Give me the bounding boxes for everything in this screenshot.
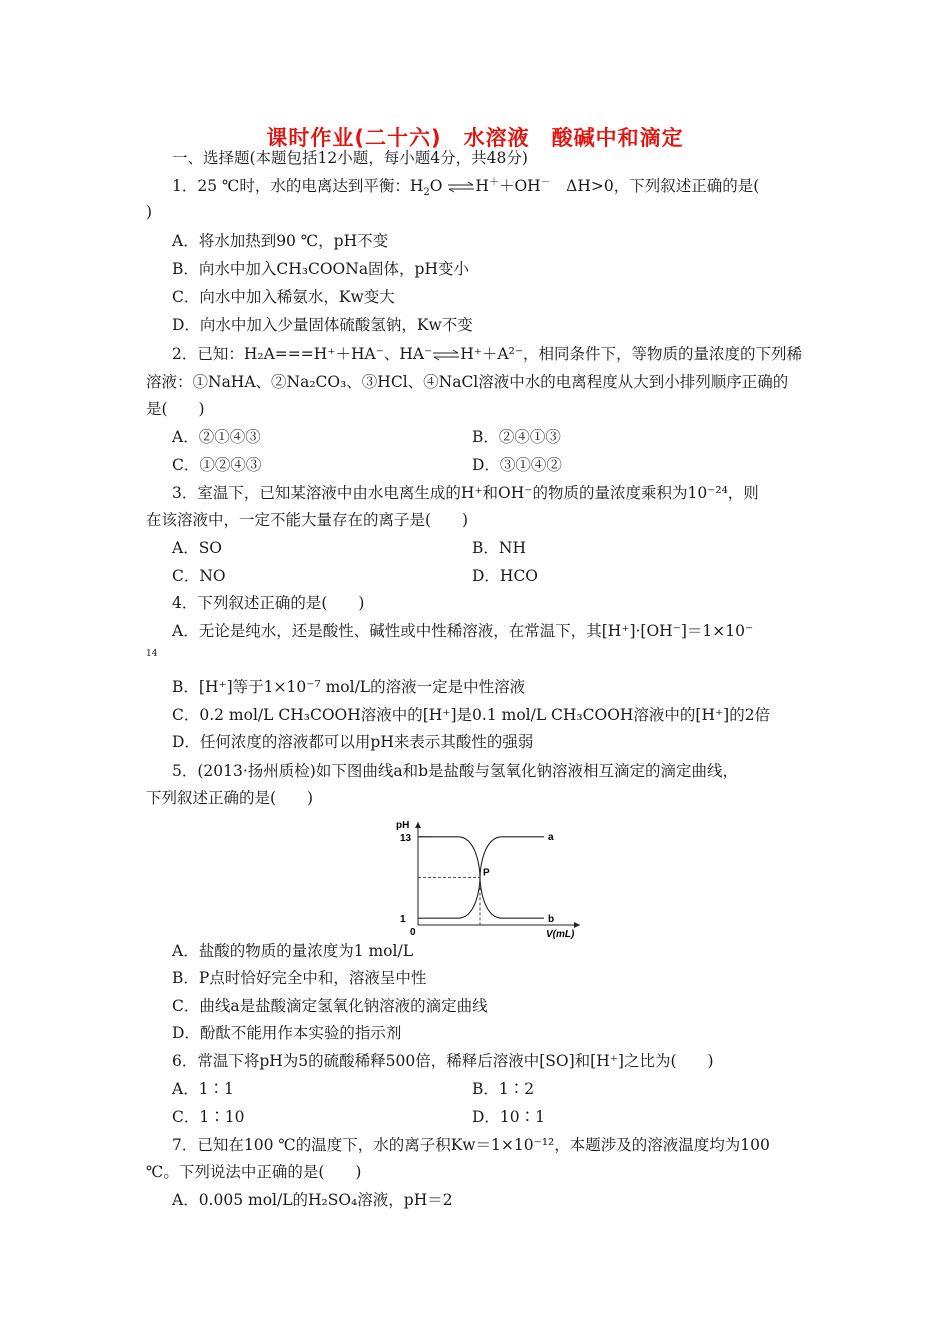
q1-stem: 1．25 ℃时，水的电离达到平衡：$H_2O$ H＋＋OH－ ΔH>0，下列叙述正确的是( xyxy=(172,176,760,199)
page-title: 课时作业(二十六) 水溶液 酸碱中和滴定 xyxy=(266,126,684,150)
y-axis-label: pH xyxy=(396,820,410,831)
q1-option-a: A．将水加热到90 ℃，pH不变 xyxy=(172,232,389,250)
section-heading: 一、选择题(本题包括12小题，每小题4分，共48分) xyxy=(172,149,528,167)
titration-curve-chart xyxy=(390,812,590,942)
q5-stem-line1: 5．(2013·扬州质检)如下图曲线a和b是盐酸与氢氧化钠溶液相互滴定的滴定曲线， xyxy=(172,762,738,780)
y-tick-label: 1 xyxy=(400,914,406,926)
y-tick-label: 0 xyxy=(410,927,416,938)
q5-option-a: A．盐酸的物质的量浓度为1 mol/L xyxy=(172,942,413,960)
q4-option-c: C．0.2 mol/L CH₃COOH溶液中的[H⁺]是0.1 mol/L CH₃COOH溶液中的[H⁺]的2倍 xyxy=(172,706,771,724)
q1-stem-tail: ) xyxy=(146,203,153,221)
x-axis-label: V(mL) xyxy=(546,929,575,940)
q7-stem-line2: ℃。下列说法中正确的是( ) xyxy=(146,1163,362,1181)
q6-option-d: D．10∶1 xyxy=(472,1108,546,1126)
q5-option-b: B．P点时恰好完全中和，溶液呈中性 xyxy=(172,969,427,987)
q7-option-a: A．0.005 mol/L的H₂SO₄溶液，pH＝2 xyxy=(172,1191,453,1209)
q2-option-d: D．③①④② xyxy=(472,456,562,474)
q1-option-b: B．向水中加入CH₃COONa固体，pH变小 xyxy=(172,260,469,278)
q6-option-c: C．1∶10 xyxy=(172,1108,245,1126)
q5-option-d: D．酚酞不能用作本实验的指示剂 xyxy=(172,1024,402,1042)
q4-option-b: B．[H⁺]等于1×10⁻⁷ mol/L的溶液一定是中性溶液 xyxy=(172,678,526,696)
y-tick-label: 13 xyxy=(400,832,412,844)
q3-option-d: D．HCO xyxy=(472,567,539,585)
q3-stem-line2: 在该溶液中，一定不能大量存在的离子是( ) xyxy=(146,511,469,529)
y-axis-arrow xyxy=(415,822,421,828)
q2-option-a: A．②①④③ xyxy=(172,428,261,446)
x-axis-arrow xyxy=(574,922,580,928)
q2-stem-line3: 是( ) xyxy=(146,400,205,418)
curve-a xyxy=(418,837,544,878)
q2-stem-line2: 溶液：①NaHA、②Na₂CO₃、③HCl、④NaCl溶液中水的电离程度从大到小排列顺序正确的 xyxy=(146,373,789,391)
q4-option-d: D．任何浓度的溶液都可以用pH来表示其酸性的强弱 xyxy=(172,733,534,751)
curve-a-label: a xyxy=(548,831,554,843)
q1-option-d: D．向水中加入少量固体硫酸氢钠，Kw不变 xyxy=(172,316,473,334)
q3-option-b: B．NH xyxy=(472,539,526,557)
curve-b xyxy=(418,878,544,919)
equilibrium-arrow-icon xyxy=(447,181,475,193)
q6-stem: 6．常温下将pH为5的硫酸稀释500倍，稀释后溶液中[SO]和[H⁺]之比为( ) xyxy=(172,1052,714,1070)
q3-option-a: A．SO xyxy=(172,539,223,557)
q4-option-a: A．无论是纯水，还是酸性、碱性或中性稀溶液，在常温下，其[H⁺]·[OH⁻]＝1×10⁻ xyxy=(172,622,754,640)
q1-option-c: C．向水中加入稀氨水，Kw变大 xyxy=(172,288,395,306)
curve-b-label: b xyxy=(548,914,555,926)
q4-stem: 4．下列叙述正确的是( ) xyxy=(172,594,365,612)
q6-option-a: A．1∶1 xyxy=(172,1080,234,1098)
equilibrium-arrow-icon xyxy=(432,349,460,361)
q5-option-c: C．曲线a是盐酸滴定氢氧化钠溶液的滴定曲线 xyxy=(172,997,488,1015)
q6-option-b: B．1∶2 xyxy=(472,1080,535,1098)
q2-option-c: C．①②④③ xyxy=(172,456,262,474)
point-p-label: P xyxy=(483,867,490,879)
q3-option-c: C．NO xyxy=(172,567,226,585)
q7-stem-line1: 7．已知在100 ℃的温度下，水的离子积Kw＝1×10⁻¹²，本题涉及的溶液温度均为100 xyxy=(172,1136,770,1154)
q4-option-a-wrap: 14 xyxy=(146,649,158,659)
q3-stem-line1: 3．室温下，已知某溶液中由水电离生成的H⁺和OH⁻的物质的量浓度乘积为10⁻²⁴，则 xyxy=(172,484,759,502)
q2-stem: 2．已知：H₂A===H⁺＋HA⁻、HA⁻ H⁺＋A²⁻，相同条件下，等物质的量浓度的下列稀 xyxy=(172,345,803,363)
q5-stem-line2: 下列叙述正确的是( ) xyxy=(146,789,314,807)
q2-option-b: B．②④①③ xyxy=(472,428,561,446)
